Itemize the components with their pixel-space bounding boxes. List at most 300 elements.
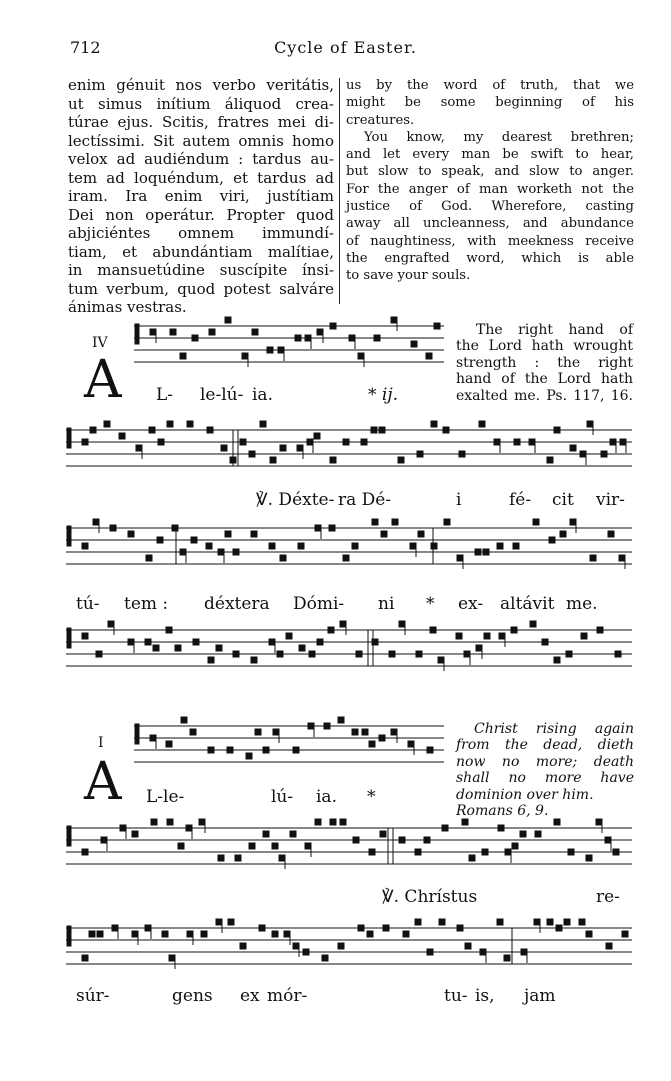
- neume: [586, 931, 592, 937]
- neume: [208, 657, 214, 663]
- translation-line: shall no more have: [456, 770, 634, 787]
- lyric: súr-: [76, 986, 110, 1006]
- neume: [255, 729, 261, 735]
- translation-line: Christ rising again: [474, 721, 634, 737]
- lyric: jam: [524, 986, 556, 1006]
- neume: [542, 639, 548, 645]
- neume: [358, 925, 364, 931]
- latin-line: enim génuit nos verbo veritátis,: [68, 76, 334, 94]
- neume: [328, 627, 334, 633]
- neume: [608, 531, 614, 537]
- neume: [314, 433, 320, 439]
- neume: [497, 919, 503, 925]
- neume: [280, 555, 286, 561]
- neume: [278, 347, 284, 353]
- neume: [97, 931, 103, 937]
- neume: [343, 555, 349, 561]
- lyric: *: [367, 787, 376, 807]
- neume: [299, 645, 305, 651]
- neume: [383, 925, 389, 931]
- neume: [398, 457, 404, 463]
- english-line: but slow to speak, and slow to anger.: [346, 164, 634, 180]
- neume: [82, 849, 88, 855]
- neume: [149, 427, 155, 433]
- neume: [186, 825, 192, 831]
- lyric: fé-: [509, 490, 532, 510]
- lyric: ia.: [316, 787, 337, 807]
- neume: [169, 955, 175, 961]
- neume: [338, 943, 344, 949]
- neume: [465, 943, 471, 949]
- neume: [505, 849, 511, 855]
- latin-line: lectíssimi. Sit autem omnis homo: [68, 131, 334, 150]
- neume: [340, 819, 346, 825]
- neume: [175, 645, 181, 651]
- neume: [415, 849, 421, 855]
- latin-line: abjiciéntes omnem immundí-: [68, 224, 334, 242]
- neume: [529, 439, 535, 445]
- neume: [208, 747, 214, 753]
- translation-line: The right hand of: [476, 322, 633, 338]
- neume: [269, 543, 275, 549]
- neume: [480, 949, 486, 955]
- lyric: le-lú-: [200, 385, 244, 405]
- neume: [246, 753, 252, 759]
- neume: [303, 949, 309, 955]
- neume: [158, 439, 164, 445]
- latin-line: ánimas vestras.: [68, 298, 187, 316]
- neume: [482, 849, 488, 855]
- neume: [379, 735, 385, 741]
- neume: [361, 439, 367, 445]
- neume: [410, 543, 416, 549]
- neume: [199, 819, 205, 825]
- latin-line: ut simus inítium áliquod crea-: [68, 94, 334, 113]
- neume: [535, 831, 541, 837]
- neume: [556, 925, 562, 931]
- neume: [613, 849, 619, 855]
- neume: [597, 627, 603, 633]
- neume: [225, 317, 231, 323]
- neume: [512, 843, 518, 849]
- neume: [581, 633, 587, 639]
- neume: [399, 837, 405, 843]
- neume: [601, 451, 607, 457]
- neume: [269, 639, 275, 645]
- english-line: away all uncleanness, and abundance: [346, 216, 634, 232]
- neume: [566, 651, 572, 657]
- latin-line: tiam, et abundántiam malítiae,: [68, 242, 334, 261]
- neume: [93, 519, 99, 525]
- neume: [150, 735, 156, 741]
- neume: [132, 931, 138, 937]
- neume: [233, 651, 239, 657]
- english-line: You know, my dearest brethren;: [364, 129, 634, 145]
- translation-line: now no more; death: [456, 753, 634, 770]
- neume: [371, 427, 377, 433]
- neume: [338, 717, 344, 723]
- neume: [590, 555, 596, 561]
- neume: [456, 633, 462, 639]
- neume: [277, 651, 283, 657]
- neume: [230, 457, 236, 463]
- lyric: altávit: [500, 594, 555, 614]
- neume: [511, 627, 517, 633]
- neume: [620, 439, 626, 445]
- neume: [513, 543, 519, 549]
- clef-mark: [135, 724, 139, 744]
- neume: [457, 555, 463, 561]
- neume: [389, 651, 395, 657]
- clef-mark: [67, 926, 71, 946]
- latin-line: iram. Ira enim viri, justítiam: [68, 187, 334, 205]
- neume: [298, 543, 304, 549]
- neume: [430, 627, 436, 633]
- lyric: ni: [378, 594, 395, 614]
- neume: [153, 645, 159, 651]
- neume: [416, 651, 422, 657]
- clef-mark: [67, 628, 71, 648]
- mode-number: I: [98, 735, 104, 751]
- neume: [104, 421, 110, 427]
- translation-1: [456, 322, 633, 404]
- neume: [514, 439, 520, 445]
- neume: [564, 919, 570, 925]
- neume: [462, 819, 468, 825]
- lyric: ex: [240, 986, 260, 1006]
- lyric: re-: [596, 887, 620, 907]
- neume: [108, 621, 114, 627]
- neume: [379, 427, 385, 433]
- neume: [497, 543, 503, 549]
- neume: [330, 457, 336, 463]
- neume: [218, 549, 224, 555]
- english-line: to save your souls.: [346, 268, 471, 284]
- neume: [191, 537, 197, 543]
- neume: [267, 347, 273, 353]
- neume: [225, 531, 231, 537]
- neume: [484, 633, 490, 639]
- neume: [315, 819, 321, 825]
- lyric: lú-: [271, 787, 294, 807]
- translation-line: Romans 6, 9.: [456, 803, 549, 820]
- english-line: For the anger of man worketh not the: [346, 181, 634, 197]
- neume: [459, 451, 465, 457]
- latin-line: tum verbum, quod potest salváre: [68, 279, 334, 298]
- running-title: Cycle of Easter.: [274, 38, 417, 57]
- neume: [554, 657, 560, 663]
- neume: [520, 831, 526, 837]
- neume: [438, 657, 444, 663]
- neume: [579, 919, 585, 925]
- neume: [434, 323, 440, 329]
- clef-mark: [67, 526, 71, 546]
- neume: [249, 451, 255, 457]
- neume: [273, 729, 279, 735]
- translation-line: dominion over him.: [456, 786, 594, 803]
- neume: [145, 925, 151, 931]
- neume: [82, 439, 88, 445]
- neume: [240, 439, 246, 445]
- clef-mark: [67, 428, 71, 448]
- neume: [284, 931, 290, 937]
- neume: [547, 919, 553, 925]
- neume: [167, 421, 173, 427]
- neume: [82, 955, 88, 961]
- neume: [166, 741, 172, 747]
- neume: [330, 323, 336, 329]
- neume: [530, 621, 536, 627]
- lyric: tú-: [76, 594, 100, 614]
- english-line: might be some beginning of his: [346, 95, 634, 111]
- neume: [469, 855, 475, 861]
- neume: [221, 445, 227, 451]
- neume: [280, 445, 286, 451]
- neume: [101, 837, 107, 843]
- neume: [362, 729, 368, 735]
- lyric: is,: [475, 986, 495, 1006]
- neume: [330, 819, 336, 825]
- neume: [272, 843, 278, 849]
- neume: [181, 717, 187, 723]
- neume: [110, 525, 116, 531]
- neume: [96, 651, 102, 657]
- neume: [352, 729, 358, 735]
- neume: [424, 837, 430, 843]
- neume: [570, 519, 576, 525]
- latin-line: in mansuetúdine suscípite ínsi-: [68, 261, 334, 279]
- neume: [172, 525, 178, 531]
- neume: [136, 445, 142, 451]
- english-line: the engrafted word, which is able: [346, 250, 634, 266]
- neume: [457, 925, 463, 931]
- neume: [297, 445, 303, 451]
- neume: [178, 843, 184, 849]
- mode-number: IV: [92, 335, 108, 351]
- neume: [146, 555, 152, 561]
- neume: [418, 531, 424, 537]
- lyric: i: [456, 490, 462, 510]
- neume: [228, 919, 234, 925]
- neume: [411, 341, 417, 347]
- neume: [415, 919, 421, 925]
- neume: [615, 651, 621, 657]
- neume: [476, 645, 482, 651]
- neume: [356, 651, 362, 657]
- page-number: 712: [70, 38, 101, 57]
- neume: [305, 843, 311, 849]
- neume: [90, 427, 96, 433]
- lyric: L-: [156, 385, 174, 405]
- neume: [151, 819, 157, 825]
- lyric: ex-: [458, 594, 484, 614]
- translation-line: strength : the right: [456, 354, 633, 371]
- translation-line: hand of the Lord hath: [456, 371, 633, 388]
- lyric: ℣. Chrístus: [382, 887, 478, 907]
- neume: [403, 931, 409, 937]
- neume: [352, 543, 358, 549]
- neume: [293, 943, 299, 949]
- neume: [586, 855, 592, 861]
- neume: [233, 549, 239, 555]
- neume: [193, 639, 199, 645]
- clef-mark: [67, 826, 71, 846]
- neume: [443, 427, 449, 433]
- neume: [270, 457, 276, 463]
- neume: [369, 741, 375, 747]
- neume: [187, 421, 193, 427]
- neume: [427, 949, 433, 955]
- neume: [343, 439, 349, 445]
- neume: [82, 633, 88, 639]
- neume: [427, 747, 433, 753]
- neume: [504, 955, 510, 961]
- neume: [290, 831, 296, 837]
- neume: [358, 353, 364, 359]
- neume: [286, 633, 292, 639]
- neume: [464, 651, 470, 657]
- neume: [340, 621, 346, 627]
- neume: [128, 639, 134, 645]
- english-line: and let every man be swift to hear,: [346, 147, 634, 163]
- neume: [259, 925, 265, 931]
- neume: [263, 747, 269, 753]
- neume: [206, 543, 212, 549]
- neume: [499, 633, 505, 639]
- lyric: ra Dé-: [338, 490, 392, 510]
- neume: [201, 931, 207, 937]
- english-line: creatures.: [346, 112, 415, 128]
- neume: [132, 831, 138, 837]
- neume: [82, 543, 88, 549]
- neume: [307, 439, 313, 445]
- neume: [439, 919, 445, 925]
- neume: [431, 421, 437, 427]
- neume: [308, 723, 314, 729]
- neume: [369, 849, 375, 855]
- neume: [391, 729, 397, 735]
- latin-line: túrae ejus. Scitis, fratres mei di-: [68, 113, 334, 131]
- neume: [596, 819, 602, 825]
- translation-2: [456, 721, 634, 819]
- neume: [317, 329, 323, 335]
- neume: [112, 925, 118, 931]
- neume: [324, 723, 330, 729]
- neume: [399, 621, 405, 627]
- neume: [209, 329, 215, 335]
- neume: [547, 457, 553, 463]
- latin-line: velox ad audiéndum : tardus au-: [68, 150, 334, 168]
- neume: [549, 537, 555, 543]
- neume: [235, 855, 241, 861]
- lyric: *: [426, 594, 435, 614]
- lyric: ia.: [252, 385, 273, 405]
- neume: [533, 519, 539, 525]
- neume: [263, 831, 269, 837]
- neume: [442, 825, 448, 831]
- neume: [162, 931, 168, 937]
- neume: [367, 931, 373, 937]
- neume: [372, 639, 378, 645]
- neume: [120, 825, 126, 831]
- lyric: me.: [566, 594, 598, 614]
- initial-letter: A: [84, 752, 122, 812]
- neume: [605, 837, 611, 843]
- english-line: of naughtiness, with meekness receive: [346, 233, 634, 249]
- neume: [372, 519, 378, 525]
- latin-line: tem ad loquéndum, et tardus ad: [68, 168, 334, 187]
- neume: [240, 943, 246, 949]
- neume: [260, 421, 266, 427]
- lyric: * ij.: [368, 385, 399, 405]
- lyric: mór-: [267, 986, 308, 1006]
- neume: [494, 439, 500, 445]
- neume: [180, 549, 186, 555]
- neume: [554, 427, 560, 433]
- neume: [251, 531, 257, 537]
- lyric: ℣. Déxte-: [256, 490, 335, 510]
- neume: [227, 747, 233, 753]
- neume: [353, 837, 359, 843]
- translation-line: from the dead, dieth: [456, 737, 634, 754]
- neume: [145, 639, 151, 645]
- translation-line: exalted me. Ps. 117, 16.: [456, 387, 633, 404]
- neume: [622, 931, 628, 937]
- neume: [89, 931, 95, 937]
- neume: [444, 519, 450, 525]
- neume: [180, 353, 186, 359]
- neume: [610, 439, 616, 445]
- neume: [431, 543, 437, 549]
- lyric: gens: [172, 986, 213, 1006]
- neume: [587, 421, 593, 427]
- neume: [190, 729, 196, 735]
- neume: [216, 645, 222, 651]
- neume: [479, 421, 485, 427]
- neume: [475, 549, 481, 555]
- neume: [192, 335, 198, 341]
- neume: [293, 747, 299, 753]
- neume: [568, 849, 574, 855]
- neume: [249, 843, 255, 849]
- lyric: cit: [552, 490, 574, 510]
- neume: [279, 855, 285, 861]
- neume: [374, 335, 380, 341]
- neume: [166, 627, 172, 633]
- neume: [392, 519, 398, 525]
- neume: [322, 955, 328, 961]
- neume: [157, 537, 163, 543]
- neume: [218, 855, 224, 861]
- neume: [119, 433, 125, 439]
- neume: [498, 825, 504, 831]
- neume: [317, 639, 323, 645]
- neume: [207, 427, 213, 433]
- neume: [315, 525, 321, 531]
- neume: [570, 445, 576, 451]
- neume: [380, 831, 386, 837]
- neume: [349, 335, 355, 341]
- neume: [251, 657, 257, 663]
- neume: [272, 931, 278, 937]
- neume: [619, 555, 625, 561]
- lyric: Dómi-: [293, 594, 345, 614]
- latin-line: Dei non operátur. Propter quod: [68, 205, 334, 224]
- neume: [309, 651, 315, 657]
- neume: [242, 353, 248, 359]
- initial-letter: A: [84, 350, 122, 410]
- lyric: tu-: [444, 986, 468, 1006]
